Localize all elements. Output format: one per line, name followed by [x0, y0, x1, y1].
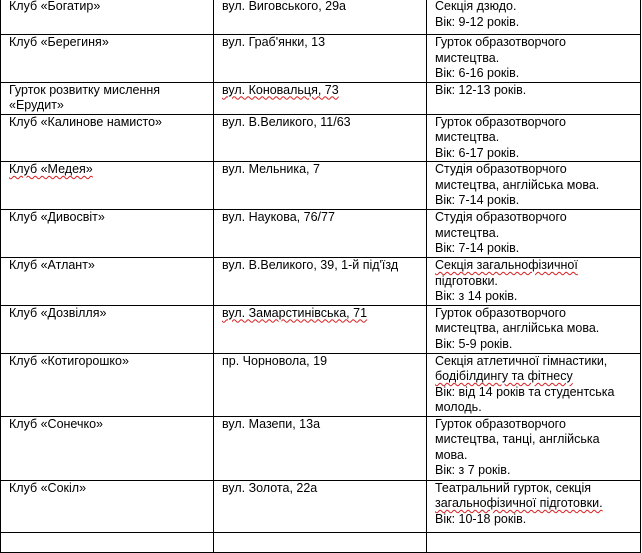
club-name-cell [1, 258, 214, 306]
club-address-cell [214, 258, 427, 306]
club-name-cell [1, 114, 214, 162]
cell-text-line: Клуб «Атлант» [9, 258, 95, 272]
cell-text-line: Гурток образотворчого [435, 416, 566, 431]
cell-text-line: мистецтва. [435, 130, 500, 144]
cell-text-line: Гурток образотворчого [435, 114, 566, 129]
empty-cell [214, 532, 427, 552]
cell-text-line: вул. Виговського, 29а [222, 0, 346, 13]
club-description-cell [427, 305, 641, 353]
club-address-cell [214, 82, 427, 114]
cell-text-line: Гурток образотворчого [435, 305, 566, 320]
club-name-cell [1, 210, 214, 258]
table-row [1, 258, 641, 306]
cell-text-line: пр. Чорновола, 19 [222, 353, 328, 368]
club-description-cell [427, 35, 641, 83]
cell-text-line: вул. Золота, 22а [222, 480, 318, 495]
cell-text-line: Вік: 7-14 років. [435, 193, 520, 207]
club-description-cell [427, 114, 641, 162]
cell-text-line: бодібілдингу та фітнесу [435, 369, 573, 383]
cell-text-line: вул. Замарстинівська, 71 [222, 305, 368, 320]
club-description-cell [427, 480, 641, 532]
cell-text-line: Вік: 6-17 років. [435, 145, 520, 160]
cell-text-line: Вік: 12-13 років. [435, 82, 527, 97]
cell-text-line: Клуб «Котигорошко» [9, 353, 129, 368]
cell-text-line: Вік: 9-12 років. [435, 14, 520, 29]
cell-text-line: мова. [435, 447, 468, 462]
empty-cell [1, 532, 214, 552]
cell-text-line: мистецтва. [435, 50, 500, 65]
club-address-cell [214, 305, 427, 353]
cell-text-line: Вік: 5-9 років. [435, 336, 513, 351]
table-row [1, 532, 641, 552]
club-description-cell [427, 258, 641, 306]
cell-text-line: Клуб «Дивосвіт» [9, 210, 105, 224]
clubs-table-body [1, 0, 641, 552]
club-name-cell [1, 416, 214, 480]
table-row [1, 305, 641, 353]
club-address-cell [214, 35, 427, 83]
table-row [1, 353, 641, 416]
cell-text-line: Вік: 6-16 років. [435, 66, 520, 80]
table-row [1, 114, 641, 162]
club-name-cell [1, 82, 214, 114]
club-description-cell [427, 416, 641, 480]
cell-text-line: мистецтва, англійська мова. [435, 321, 600, 335]
cell-text-line: вул. Наукова, 76/77 [222, 210, 335, 224]
cell-text-line: вул. Коновальця, 73 [222, 82, 339, 97]
cell-text-line: Вік: з 14 років. [435, 289, 518, 303]
cell-text-line: Клуб «Калинове намисто» [9, 114, 163, 129]
table-row [1, 35, 641, 83]
cell-text-line: Клуб «Медея» [9, 162, 93, 176]
table-row [1, 480, 641, 532]
cell-text-line: Секція атлетичної гімнастики, [435, 353, 608, 368]
cell-text-line: вул. Мельника, 7 [222, 162, 320, 176]
club-name-cell [1, 480, 214, 532]
cell-text-line: Вік: 7-14 років. [435, 241, 520, 255]
club-name-cell [1, 305, 214, 353]
club-description-cell [427, 353, 641, 416]
cell-text-line: Театральний гурток, секція [435, 480, 592, 495]
cell-text-line: Клуб «Богатир» [9, 0, 101, 13]
cell-text-line: Гурток розвитку мислення [9, 82, 161, 97]
table-row [1, 162, 641, 210]
club-address-cell [214, 353, 427, 416]
cell-text-line: Клуб «Сокіл» [9, 480, 87, 495]
cell-text-line: Клуб «Сонечко» [9, 416, 103, 431]
table-row [1, 416, 641, 480]
table-row [1, 0, 641, 35]
club-name-cell [1, 35, 214, 83]
cell-text-line: мистецтва, танці, англійська [435, 432, 600, 446]
cell-text-line: загальнофізичної підготовки. [435, 496, 603, 510]
cell-text-line: Секція загальнофізичної [435, 258, 578, 272]
club-address-cell [214, 0, 427, 35]
club-name-cell [1, 353, 214, 416]
cell-text-line: вул. В.Великого, 39, 1-й під'їзд [222, 258, 399, 272]
cell-text-line: Клуб «Берегиня» [9, 35, 109, 49]
club-address-cell [214, 114, 427, 162]
cell-text-line: Гурток образотворчого [435, 35, 566, 49]
empty-cell [427, 532, 641, 552]
cell-text-line: вул. Граб'янки, 13 [222, 35, 326, 49]
cell-text-line: Вік: з 7 років. [435, 463, 511, 477]
cell-text-line: вул. В.Великого, 11/63 [222, 114, 351, 129]
cell-text-line: мистецтва, англійська мова. [435, 177, 600, 192]
cell-text-line: мистецтва. [435, 225, 500, 240]
club-name-cell [1, 162, 214, 210]
cell-text-line: «Ерудит» [9, 98, 64, 112]
table-row [1, 82, 641, 114]
club-description-cell [427, 162, 641, 210]
table-row [1, 210, 641, 258]
cell-text-line: вул. Мазепи, 13а [222, 416, 321, 431]
club-address-cell [214, 416, 427, 480]
club-address-cell [214, 162, 427, 210]
cell-text-line: Клуб «Дозвілля» [9, 305, 107, 320]
cell-text-line: Вік: 10-18 років. [435, 511, 527, 526]
cell-text-line: Секція дзюдо. [435, 0, 517, 13]
cell-text-line: Вік: від 14 років та студентська [435, 384, 615, 399]
club-address-cell [214, 210, 427, 258]
club-description-cell [427, 210, 641, 258]
club-description-cell [427, 0, 641, 35]
club-address-cell [214, 480, 427, 532]
cell-text-line: підготовки. [435, 273, 498, 288]
club-name-cell [1, 0, 214, 35]
cell-text-line: молодь. [435, 400, 482, 414]
cell-text-line: Студія образотворчого [435, 210, 567, 224]
cell-text-line: Студія образотворчого [435, 162, 567, 176]
club-description-cell [427, 82, 641, 114]
